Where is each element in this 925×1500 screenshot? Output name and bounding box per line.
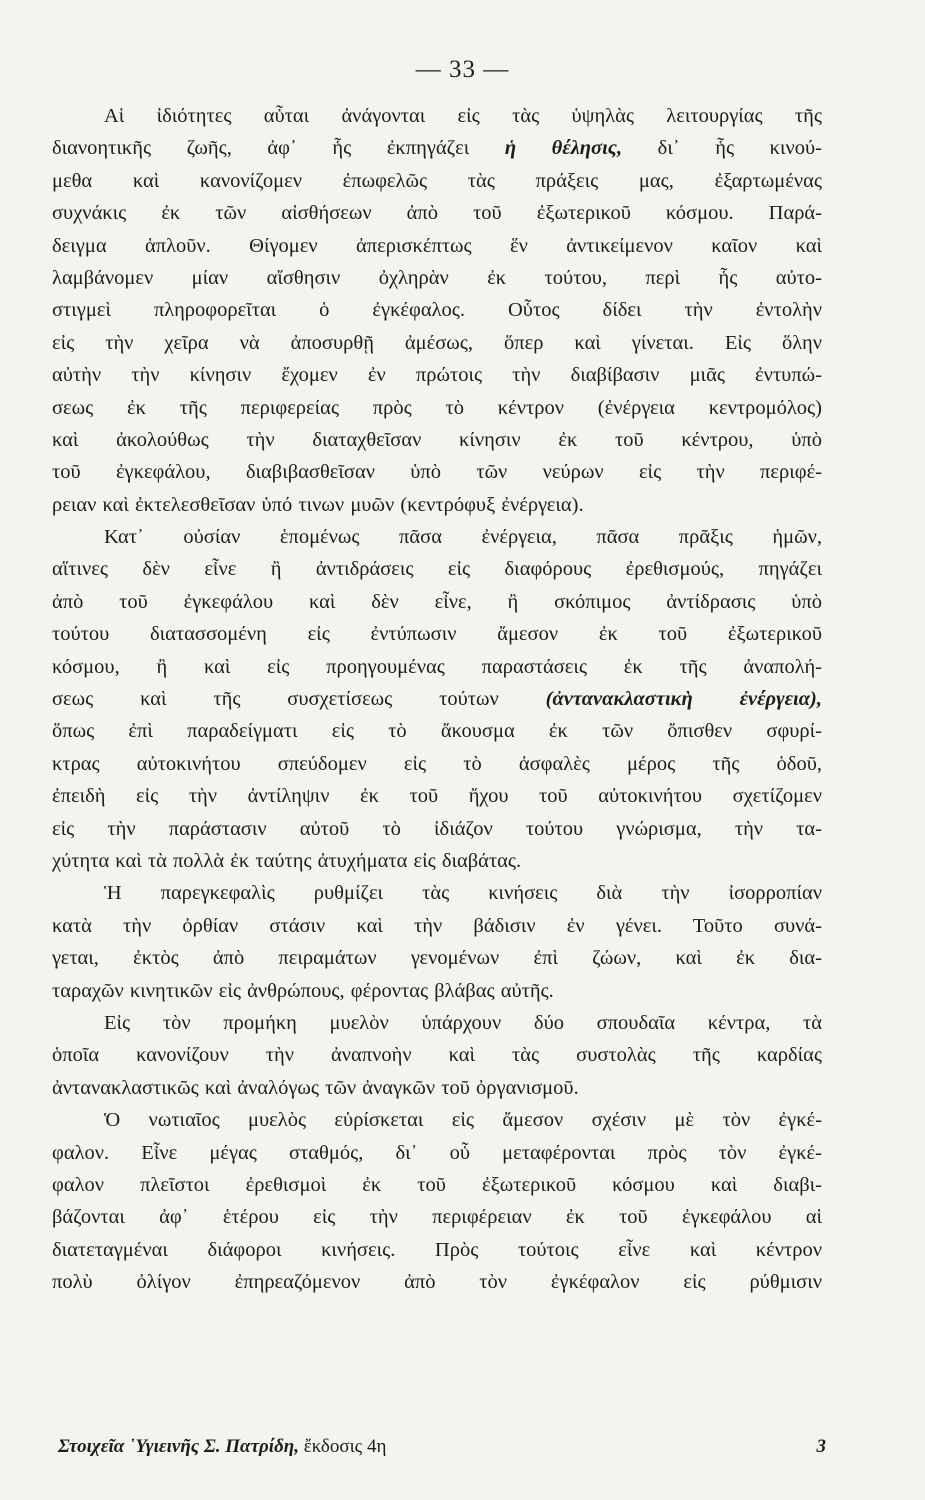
line-text: συχνάκις ἐκ τῶν αἰσθήσεων ἀπὸ τοῦ ἐξωτερικοῦ κόσμου. Παρά- — [52, 202, 822, 225]
text-line — [52, 586, 822, 618]
line-text: Ὁ νωτιαῖος μυελὸς εὑρίσκεται εἰς ἄμεσον σχέσιν μὲ τὸν ἐγκέ- — [104, 1109, 822, 1132]
text-line — [52, 845, 822, 877]
line-text-after: δι᾽ ἧς κινού- — [657, 137, 822, 160]
text-line — [52, 132, 822, 164]
line-text: ἀντανακλαστικῶς καὶ ἀναλόγως τῶν ἀναγκῶν τοῦ ὀργανισμοῦ. — [52, 1076, 579, 1099]
text-line — [52, 1072, 822, 1104]
text-line — [52, 553, 822, 585]
line-text: βάζονται ἀφ᾽ ἑτέρου εἰς τὴν περιφέρειαν ἐκ τοῦ ἐγκεφάλου αἱ — [52, 1206, 822, 1229]
text-line — [52, 618, 822, 650]
text-line — [52, 521, 822, 553]
text-line — [52, 1007, 822, 1039]
line-text: Κατ᾽ οὐσίαν ἑπομένως πᾶσα ἐνέργεια, πᾶσα πρᾶξις ἡμῶν, — [104, 526, 822, 549]
text-line — [52, 294, 822, 326]
line-text: σεως ἐκ τῆς περιφερείας πρὸς τὸ κέντρον (ἐνέργεια κεντρομόλος) — [52, 396, 822, 419]
line-text: χύτητα καὶ τὰ πολλὰ ἐκ ταύτης ἀτυχήματα εἰς διαβάτας. — [52, 849, 522, 872]
line-text: εἰς τὴν παράστασιν αὐτοῦ τὸ ἰδιάζον τούτου γνώρισμα, τὴν τα- — [52, 817, 822, 840]
line-text: Αἱ ἰδιότητες αὗται ἀνάγονται εἰς τὰς ὑψηλὰς λειτουργίας τῆς — [104, 105, 822, 127]
text-line — [52, 1234, 822, 1266]
text-line — [52, 1104, 822, 1136]
text-line — [52, 1137, 822, 1169]
line-text: Ἡ παρεγκεφαλὶς ρυθμίζει τὰς κινήσεις διὰ τὴν ἰσορροπίαν — [104, 882, 822, 905]
line-text: ρειαν καὶ ἐκτελεσθεῖσαν ὑπό τινων μυῶν (κεντρόφυξ ἐνέργεια). — [52, 493, 584, 516]
text-line — [52, 910, 822, 942]
line-text: σεως καὶ τῆς συσχετίσεως τούτων — [52, 688, 499, 711]
line-text: τοῦ ἐγκεφάλου, διαβιβασθεῖσαν ὑπὸ τῶν νεύρων εἰς τὴν περιφέ- — [52, 461, 822, 484]
text-line — [52, 392, 822, 424]
emphasized-term: ἡ θέλησις, — [504, 137, 623, 160]
line-text: καὶ ἀκολούθως τὴν διαταχθεῖσαν κίνησιν ἐκ τοῦ κέντρου, ὑπὸ — [52, 428, 822, 451]
footer-book-title: Στοιχεῖα ῾Υγιεινῆς Σ. Πατρίδη, — [58, 1436, 299, 1457]
line-text: τούτου διατασσομένη εἰς ἐντύπωσιν ἄμεσον ἐκ τοῦ ἐξωτερικοῦ — [52, 623, 822, 646]
line-text: αὐτὴν τὴν κίνησιν ἔχομεν ἐν πρώτοις τὴν διαβίβασιν μιᾶς ἐντυπώ- — [52, 364, 822, 387]
text-line — [52, 683, 822, 715]
text-line — [52, 1201, 822, 1233]
text-line — [52, 1266, 822, 1298]
text-line — [52, 197, 822, 229]
line-text: αἵτινες δὲν εἶνε ἢ ἀντιδράσεις εἰς διαφόρους ἐρεθισμούς, πηγάζει — [52, 558, 822, 581]
text-line — [52, 262, 822, 294]
line-text: Εἰς τὸν προμήκη μυελὸν ὑπάρχουν δύο σπουδαῖα κέντρα, τὰ — [104, 1011, 822, 1034]
footer-signature-mark: 3 — [816, 1436, 826, 1457]
body-text — [52, 100, 822, 1298]
line-text: φαλον. Εἶνε μέγας σταθμός, δι᾽ οὗ μεταφέρονται πρὸς τὸν ἐγκέ- — [52, 1141, 822, 1164]
line-text: κτρας αὐτοκινήτου σπεύδομεν εἰς τὸ ἀσφαλὲς μέρος τῆς ὁδοῦ, — [52, 752, 822, 775]
line-text: πολὺ ὀλίγον ἐπηρεαζόμενον ἀπὸ τὸν ἐγκέφαλον εἰς ρύθμισιν — [52, 1271, 822, 1294]
text-line — [52, 230, 822, 262]
text-line — [52, 813, 822, 845]
line-text: ὅπως ἐπὶ παραδείγματι εἰς τὸ ἄκουσμα ἐκ τῶν ὄπισθεν σφυρί- — [52, 720, 822, 743]
footer-edition: ἔκδοσις 4η — [303, 1436, 387, 1457]
text-line — [52, 942, 822, 974]
line-text: ἀπὸ τοῦ ἐγκεφάλου καὶ δὲν εἶνε, ἢ σκόπιμος ἀντίδρασις ὑπὸ — [52, 590, 822, 613]
footer — [58, 1436, 878, 1458]
text-line — [52, 165, 822, 197]
line-text: λαμβάνομεν μίαν αἴσθησιν ὀχληρὰν ἐκ τούτου, περὶ ἧς αὐτο- — [52, 266, 822, 289]
line-text: μεθα καὶ κανονίζομεν ἐπωφελῶς τὰς πράξεις μας, ἐξαρτωμένας — [52, 169, 822, 192]
text-line — [52, 651, 822, 683]
emphasized-term: (ἀντανακλαστικὴ ἐνέργεια), — [545, 688, 823, 711]
page-number: — 33 — — [415, 56, 510, 83]
line-text: διανοητικῆς ζωῆς, ἀφ᾽ ἧς ἐκπηγάζει — [52, 137, 470, 160]
line-text: εἰς τὴν χεῖρα νὰ ἀποσυρθῇ ἀμέσως, ὅπερ καὶ γίνεται. Εἰς ὅλην — [52, 331, 822, 354]
line-text: στιγμεὶ πληροφορεῖται ὁ ἐγκέφαλος. Οὗτος δίδει τὴν ἐντολὴν — [52, 299, 822, 322]
text-line — [52, 456, 822, 488]
line-text: κατὰ τὴν ὀρθίαν στάσιν καὶ τὴν βάδισιν ἐν γένει. Τοῦτο συνά- — [52, 914, 822, 937]
text-line — [52, 424, 822, 456]
text-line — [52, 1039, 822, 1071]
line-text: κόσμου, ἢ καὶ εἰς προηγουμένας παραστάσεις ἐκ τῆς ἀναπολή- — [52, 655, 822, 678]
text-line — [52, 1169, 822, 1201]
text-line — [52, 327, 822, 359]
line-text: διατεταγμέναι διάφοροι κινήσεις. Πρὸς τούτοις εἶνε καὶ κέντρον — [52, 1238, 822, 1261]
text-line — [52, 780, 822, 812]
text-line — [52, 100, 822, 132]
line-text: φαλον πλεῖστοι ἐρεθισμοὶ ἐκ τοῦ ἐξωτερικοῦ κόσμου καὶ διαβι- — [52, 1173, 822, 1196]
text-line — [52, 359, 822, 391]
text-line — [52, 715, 822, 747]
text-line — [52, 877, 822, 909]
line-text: δειγμα ἁπλοῦν. Θίγομεν ἀπερισκέπτως ἕν ἀντικείμενον καῖον καὶ — [52, 234, 822, 257]
line-text: ὁποῖα κανονίζουν τὴν ἀναπνοὴν καὶ τὰς συστολὰς τῆς καρδίας — [52, 1044, 822, 1067]
line-text: γεται, ἐκτὸς ἀπὸ πειραμάτων γενομένων ἐπὶ ζώων, καὶ ἐκ δια- — [52, 947, 822, 970]
text-line — [52, 748, 822, 780]
text-line — [52, 975, 822, 1007]
line-text: ἐπειδὴ εἰς τὴν ἀντίληψιν ἐκ τοῦ ἤχου τοῦ αὐτοκινήτου σχετίζομεν — [52, 785, 822, 808]
text-line — [52, 489, 822, 521]
line-text: ταραχῶν κινητικῶν εἰς ἀνθρώπους, φέροντας βλάβας αὐτῆς. — [52, 979, 554, 1002]
